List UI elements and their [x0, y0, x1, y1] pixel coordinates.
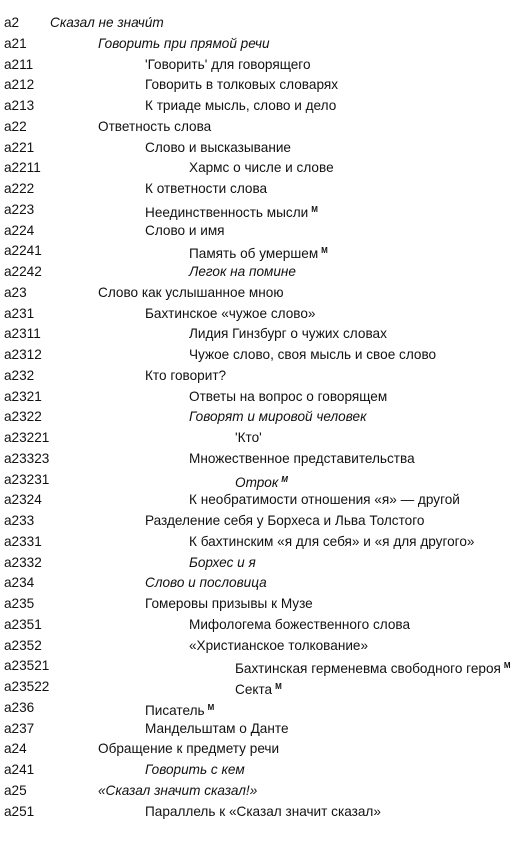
toc-code: a232: [4, 367, 35, 383]
toc-title: Обращение к предмету речи: [98, 741, 280, 757]
toc-title: Секта $^M$: [235, 682, 282, 697]
toc-title: Легок на помине: [189, 264, 296, 279]
toc-entry: [0, 594, 509, 615]
toc-entry: [0, 96, 509, 117]
toc-code: a2352: [4, 637, 42, 653]
toc-title: Говорить в толковых словарях: [145, 77, 339, 93]
toc-title: Говорить с кем: [145, 762, 245, 777]
toc-entry: [0, 802, 509, 823]
toc-title: 'Говорить' для говорящего: [145, 56, 311, 72]
toc-title: Слово и пословица: [145, 575, 267, 591]
toc-title: Память об умершем $^M$: [189, 246, 328, 262]
toc-entry: [0, 324, 509, 345]
toc-code: a213: [4, 98, 35, 113]
toc-title: Гомеровы призывы к Музе: [145, 596, 313, 611]
toc-entry: [0, 283, 509, 304]
toc-title: Слово и имя: [145, 222, 225, 238]
toc-entry: [0, 698, 509, 719]
toc-entry: [0, 615, 509, 636]
toc-code: a23522: [4, 679, 50, 694]
toc-entry: [0, 200, 509, 221]
toc-code: a233: [4, 513, 35, 528]
toc-code: a23521: [4, 658, 50, 674]
toc-code: a2321: [4, 388, 42, 404]
toc-entry: [0, 34, 509, 55]
toc-entry: [0, 656, 509, 677]
toc-code: a212: [4, 77, 35, 93]
toc-code: a25: [4, 782, 27, 798]
toc-title: К триаде мысль, слово и дело: [145, 98, 337, 113]
toc-code: a223: [4, 201, 35, 217]
toc-title: Разделение себя у Борхеса и Льва Толстого: [145, 513, 425, 528]
toc-entry: [0, 345, 509, 366]
toc-title: Отрок $^M$: [235, 474, 288, 490]
toc-title: Слово и высказывание: [145, 139, 291, 155]
toc-title: К ответности слова: [145, 181, 268, 196]
toc-entry: [0, 428, 509, 449]
toc-entry: [0, 158, 509, 179]
toc-entry: [0, 407, 509, 428]
toc-code: a2332: [4, 554, 42, 570]
toc-entry: [0, 677, 509, 698]
note-mark: M: [207, 702, 215, 712]
toc-code: a221: [4, 139, 35, 155]
note-mark: M: [275, 682, 282, 691]
toc-entry: [0, 781, 509, 802]
toc-entry: [0, 760, 509, 781]
toc-entry: [0, 573, 509, 594]
toc-title: «Христианское толкование»: [189, 637, 369, 653]
toc-title: Неединственность мысли $^M$: [145, 204, 318, 220]
toc-code: a2311: [4, 326, 41, 342]
toc-entry: [0, 179, 509, 200]
toc-entry: [0, 739, 509, 760]
toc-code: a2351: [4, 616, 42, 632]
toc-title: 'Кто': [235, 430, 262, 445]
toc-code: a2331: [4, 533, 42, 549]
toc-entry: [0, 449, 509, 470]
toc-code: a2322: [4, 409, 42, 425]
toc-code: a235: [4, 596, 35, 611]
toc-title: Говорят и мировой человек: [189, 409, 367, 425]
toc-code: a22: [4, 118, 27, 134]
toc-title: Чужое слово, своя мысль и свое слово: [189, 347, 437, 362]
toc-title: Слово как услышанное мною: [98, 284, 284, 300]
toc-entry: [0, 636, 509, 657]
toc-entry: [0, 55, 509, 76]
toc-title: Мандельштам о Данте: [145, 720, 289, 736]
toc-title: Параллель к «Сказал значит сказал»: [145, 803, 381, 819]
toc-code: a251: [4, 803, 35, 819]
toc-entry: [0, 532, 509, 553]
toc-code: a2242: [4, 264, 42, 279]
toc-title: Множественное представительства: [189, 450, 415, 466]
toc-title: Бахтинское «чужое слово»: [145, 305, 316, 321]
toc-entry: [0, 387, 509, 408]
toc-code: a23323: [4, 450, 50, 466]
toc-code: a231: [4, 305, 35, 321]
toc-code: a211: [4, 56, 34, 72]
toc-entry: [0, 221, 509, 242]
toc-code: a234: [4, 575, 35, 591]
toc-title: К необратимости отношения «я» — другой: [189, 492, 460, 508]
toc-title: Ответы на вопрос о говорящем: [189, 388, 388, 404]
toc-code: a222: [4, 181, 35, 196]
toc-code: a2241: [4, 243, 42, 259]
toc-code: a2211: [4, 160, 41, 176]
toc-code: a23: [4, 284, 27, 300]
toc-code: a224: [4, 222, 35, 238]
toc-code: a2: [4, 15, 20, 30]
toc-entry: [0, 553, 509, 574]
toc-code: a241: [4, 762, 35, 777]
toc-code: a23221: [4, 430, 50, 445]
toc-entry: [0, 470, 509, 491]
toc-code: a21: [4, 35, 27, 51]
toc-title: Кто говорит?: [145, 367, 227, 383]
toc-title: Сказал не значи́т: [50, 15, 164, 30]
toc-entry: [0, 241, 509, 262]
toc-entry: [0, 138, 509, 159]
toc-code: a24: [4, 741, 27, 757]
toc-code: a2324: [4, 492, 42, 508]
toc-title: Хармс о числе и слове: [189, 160, 334, 176]
toc-entry: [0, 304, 509, 325]
toc-title: Писатель $^M$: [145, 702, 215, 718]
note-mark: M: [281, 474, 288, 484]
toc-entry: [0, 13, 509, 34]
toc-title: Мифологема божественного слова: [189, 616, 411, 632]
toc-title: Говорить при прямой речи: [98, 35, 270, 51]
toc-title: «Сказал значит сказал!»: [98, 782, 258, 798]
toc-entry: [0, 490, 509, 511]
toc-title: Ответность слова: [98, 118, 212, 134]
toc-entry: [0, 75, 509, 96]
toc-title: Бахтинская герменевма свободного героя $^M$: [235, 661, 511, 677]
toc-title: Лидия Гинзбург о чужих словах: [189, 326, 387, 342]
toc-code: a237: [4, 720, 35, 736]
toc-code: a23231: [4, 471, 50, 487]
toc-code: a2312: [4, 347, 42, 362]
toc-entry: [0, 511, 509, 532]
toc-entry: [0, 262, 509, 283]
toc-title: К бахтинским «я для себя» и «я для другого»: [189, 533, 475, 549]
note-mark: M: [503, 661, 511, 671]
toc-entry: [0, 366, 509, 387]
toc-code: a236: [4, 699, 35, 715]
note-mark: M: [321, 246, 328, 256]
toc-entry: [0, 719, 509, 740]
table-of-contents: [0, 13, 509, 822]
toc-title: Борхес и я: [189, 554, 256, 570]
toc-entry: [0, 117, 509, 138]
note-mark: M: [311, 204, 318, 214]
